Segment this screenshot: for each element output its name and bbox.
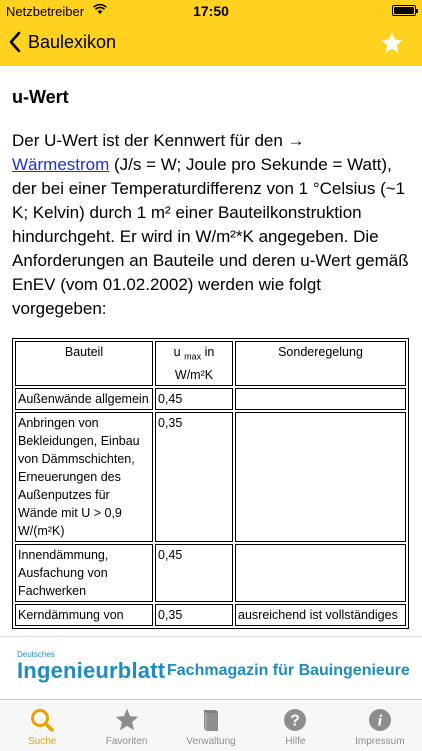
tab-label: Hilfe	[285, 736, 306, 747]
table-row	[15, 388, 406, 410]
cell-bauteil: Anbringen von Bekleidungen, Einbau von Dämmschichten, Erneuerungen des Außenputzes für Wände mit U > 0,9 W/(m²K)	[15, 412, 153, 542]
article-content[interactable]	[0, 66, 422, 636]
banner-brand: Ingenieurblatt	[17, 658, 166, 683]
tab-hilfe[interactable]	[253, 700, 337, 751]
banner-pre: Deutsches	[17, 650, 55, 659]
ad-banner[interactable]	[0, 636, 422, 700]
battery-icon	[392, 5, 416, 16]
header-umax-unit: in W/m²K	[174, 345, 215, 382]
cell-bauteil: Innendämmung, Ausfachung von Fachwerken	[15, 544, 153, 602]
intro-prefix: Der U-Wert ist der Kennwert für den →	[12, 131, 305, 150]
article-intro	[12, 129, 412, 321]
svg-text:i: i	[377, 712, 383, 730]
cell-bauteil: Kerndämmung von	[15, 604, 153, 626]
cell-sonder: ausreichend ist vollständiges	[235, 604, 406, 626]
cell-sonder	[235, 388, 406, 410]
chevron-left-icon	[8, 31, 22, 53]
cell-sonder	[235, 544, 406, 602]
table-header-row	[15, 341, 406, 386]
status-time: 17:50	[193, 3, 229, 19]
cell-umax: 0,45	[155, 544, 233, 602]
header-sonder: Sonderegelung	[235, 341, 406, 386]
table-row	[15, 544, 406, 602]
cell-umax: 0,45	[155, 388, 233, 410]
carrier-label: Netzbetreiber	[6, 4, 85, 19]
tab-bar	[0, 699, 422, 751]
tab-favoriten[interactable]	[84, 700, 168, 751]
cell-bauteil: Außenwände allgemein	[15, 388, 153, 410]
back-button[interactable]	[8, 31, 116, 53]
tab-suche[interactable]	[0, 700, 84, 751]
intro-rest: (J/s = W; Joule pro Sekunde = Watt), der bei einer Temperaturdifferenz von 1 °Celsius (~1 K; Kelvin) durch 1 m² einer Bauteilkonstruktion hindurchgeht. Er wird in W/m²*K angegeben. Die Anforderungen an Bauteile und deren u-Wert gemäß EnEV (vom 01.02.2002) werden wie folgt vorgegeben:	[12, 155, 409, 318]
header-umax	[155, 341, 233, 386]
article-title: u-Wert	[12, 87, 69, 107]
svg-text:?: ?	[290, 712, 301, 730]
tab-verwaltung[interactable]	[169, 700, 253, 751]
header-umax-u: u	[173, 345, 181, 359]
table-row	[15, 604, 406, 626]
book-icon	[198, 707, 224, 733]
cell-umax: 0,35	[155, 412, 233, 542]
charging-icon: ⚡	[372, 5, 386, 17]
tab-label: Impressum	[355, 736, 405, 747]
requirements-table	[12, 338, 409, 629]
tab-label: Suche	[28, 736, 57, 747]
header-umax-sub: max	[184, 351, 202, 362]
waermestrom-link[interactable]: Wärmestrom	[12, 155, 110, 174]
banner-tagline: Fachmagazin für Bauingenieure	[167, 662, 410, 679]
back-label: Baulexikon	[28, 31, 117, 52]
tab-impressum[interactable]	[338, 700, 422, 751]
info-icon	[367, 707, 393, 733]
cell-sonder	[235, 412, 406, 542]
status-bar	[0, 0, 422, 22]
tab-label: Favoriten	[105, 736, 148, 747]
search-icon	[29, 707, 55, 733]
table-row	[15, 412, 406, 542]
star-icon[interactable]	[380, 31, 404, 55]
tab-label: Verwaltung	[186, 736, 236, 747]
header-bauteil: Bauteil	[15, 341, 153, 386]
star-icon	[114, 707, 140, 733]
navigation-bar	[0, 22, 422, 66]
top-bar	[0, 0, 422, 66]
cell-umax: 0,35	[155, 604, 233, 626]
help-icon	[282, 707, 308, 733]
